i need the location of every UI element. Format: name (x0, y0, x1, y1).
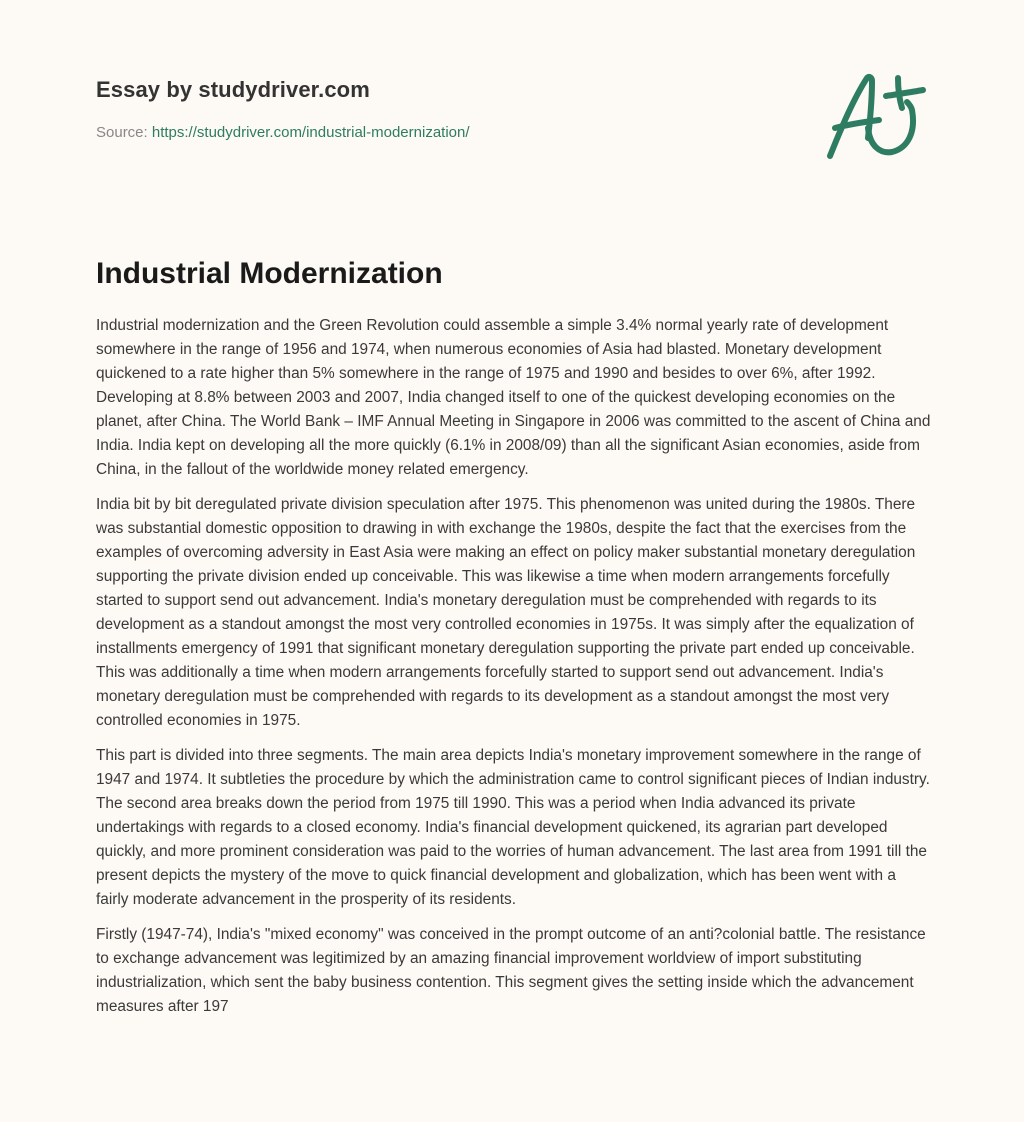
essay-paragraph: Industrial modernization and the Green Revolution could assemble a simple 3.4% normal yearly rate of development somewhere in the range of 1956 and 1974, when numerous economies of Asia had blasted. Monetary development quickened to a rate higher than 5% somewhere in the range of 1975 and 1990 and besides to over 6%, after 1992. Developing at 8.8% between 2003 and 2007, India changed itself to one of the quickest developing economies on the planet, after China. The World Bank – IMF Annual Meeting in Singapore in 2006 was committed to the ascent of China and India. India kept on developing all the more quickly (6.1% in 2008/09) than all the significant Asian economies, aside from China, in the fallout of the worldwide money related emergency. (96, 317, 931, 478)
essay-paragraph: This part is divided into three segments. The main area depicts India's monetary improvement somewhere in the range of 1947 and 1974. It subtleties the procedure by which the administration came to control significant pieces of Indian industry. The second area breaks down the period from 1975 till 1990. This was a period when India advanced its private undertakings with regards to a closed economy. India's financial development quickened, its agrarian part developed quickly, and more prominent consideration was paid to the worries of human advancement. The last area from 1991 till the present depicts the mystery of the move to quick financial development and globalization, which has been went with a fairly moderate advancement in the prosperity of its residents. (96, 747, 930, 908)
source-line (96, 123, 796, 143)
a-plus-grade-icon (822, 66, 930, 166)
essay-paragraph: India bit by bit deregulated private division speculation after 1975. This phenomenon was united during the 1980s. There was substantial domestic opposition to drawing in with exchange the 1980s, despite the fact that the exercises from the examples of overcoming adversity in East Asia were making an effect on policy maker substantial monetary deregulation supporting the private division ended up conceivable. This was likewise a time when modern arrangements forcefully started to support send out advancement. India's monetary deregulation must be comprehended with regards to its development as a standout amongst the most very controlled economies in 1975s. It was simply after the equalization of installments emergency of 1991 that significant monetary deregulation supporting the private part ended up conceivable. This was additionally a time when modern arrangements forcefully started to support send out advancement. India's monetary deregulation must be comprehended with regards to its development as a standout amongst the most very controlled economies in 1975. (96, 496, 916, 729)
page-header (96, 74, 796, 143)
source-link[interactable]: https://studydriver.com/industrial-modernization/ (151, 124, 470, 141)
essay-paragraph: Firstly (1947-74), India's "mixed economy" was conceived in the prompt outcome of an anti?colonial battle. The resistance to exchange advancement was legitimized by an amazing financial improvement worldview of import substituting industrialization, which sent the baby business contention. This segment gives the setting inside which the advancement measures after 197 (96, 926, 926, 1015)
essay-title: Industrial Modernization (96, 257, 443, 290)
brand-title: Essay by studydriver.com (96, 77, 370, 102)
source-label: Source: (96, 124, 152, 141)
essay-body (96, 314, 932, 1030)
